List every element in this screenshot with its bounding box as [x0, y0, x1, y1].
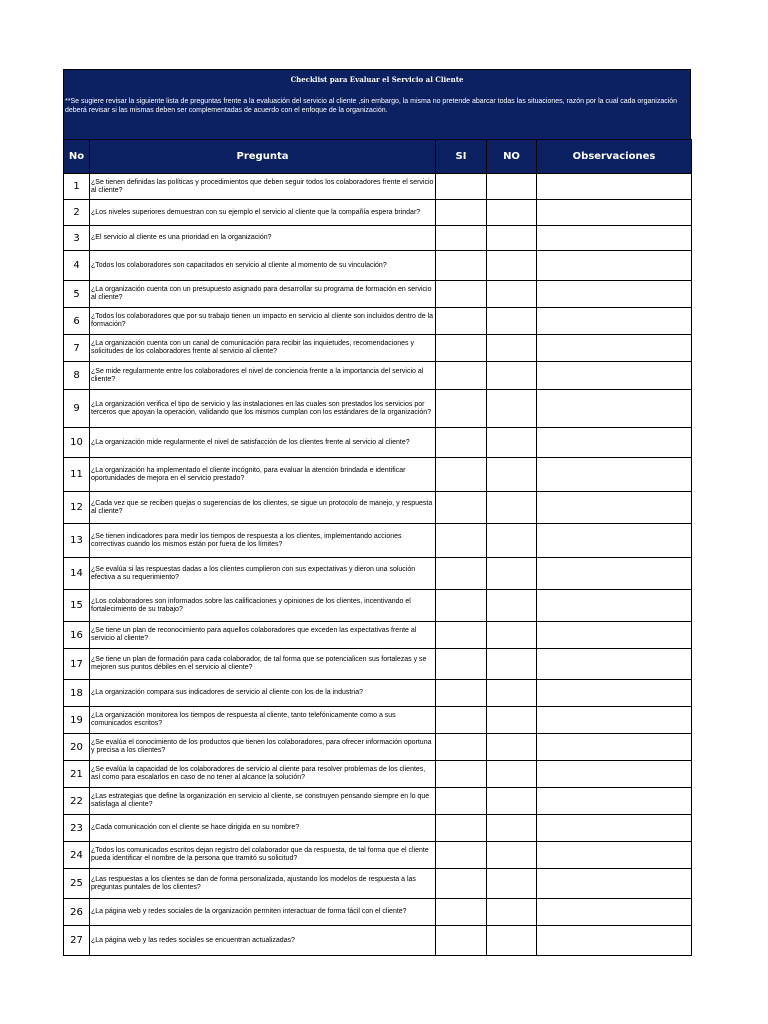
table-row	[64, 362, 692, 390]
header-pregunta: Pregunta	[90, 140, 436, 174]
row-no-cell[interactable]	[487, 428, 537, 458]
row-question: ¿La página web y las redes sociales se encuentran actualizadas?	[90, 926, 436, 956]
table-row	[64, 200, 692, 226]
row-no-cell[interactable]	[487, 524, 537, 558]
row-number: 23	[64, 815, 90, 842]
row-si-cell[interactable]	[436, 622, 487, 649]
row-question: ¿Las estrategias que define la organización en servicio al cliente, se construyen pensando siempre en lo que satisfaga al cliente?	[90, 788, 436, 815]
row-observaciones-cell[interactable]	[537, 926, 692, 956]
row-no-cell[interactable]	[487, 492, 537, 524]
row-no-cell[interactable]	[487, 174, 537, 200]
row-number: 8	[64, 362, 90, 390]
row-number: 24	[64, 842, 90, 869]
row-no-cell[interactable]	[487, 251, 537, 281]
row-number: 16	[64, 622, 90, 649]
table-row	[64, 761, 692, 788]
row-observaciones-cell[interactable]	[537, 200, 692, 226]
row-question: ¿La organización verifica el tipo de servicio y las instalaciones en las cuales son prestados los servicios por terceros que apoyan la operación, validando que los mismos cumplan con los estándares de la organización?	[90, 390, 436, 428]
row-no-cell[interactable]	[487, 558, 537, 590]
row-observaciones-cell[interactable]	[537, 362, 692, 390]
row-observaciones-cell[interactable]	[537, 281, 692, 308]
row-si-cell[interactable]	[436, 842, 487, 869]
row-si-cell[interactable]	[436, 869, 487, 899]
row-observaciones-cell[interactable]	[537, 335, 692, 362]
row-observaciones-cell[interactable]	[537, 761, 692, 788]
row-number: 13	[64, 524, 90, 558]
table-row	[64, 649, 692, 680]
row-question: ¿Todos los comunicados escritos dejan registro del colaborador que da respuesta, de tal forma que el cliente pueda identificar el nombre de la persona que tramitó su solicitud?	[90, 842, 436, 869]
table-row	[64, 707, 692, 734]
row-no-cell[interactable]	[487, 226, 537, 251]
row-question: ¿El servicio al cliente es una prioridad en la organización?	[90, 226, 436, 251]
table-row	[64, 174, 692, 200]
row-number: 15	[64, 590, 90, 622]
row-question: ¿Se evalúa el conocimiento de los productos que tienen los colaboradores, para ofrecer información oportuna y precisa a los clientes?	[90, 734, 436, 761]
table-header-row	[64, 140, 692, 174]
row-observaciones-cell[interactable]	[537, 308, 692, 335]
row-number: 6	[64, 308, 90, 335]
row-si-cell[interactable]	[436, 251, 487, 281]
row-si-cell[interactable]	[436, 308, 487, 335]
row-si-cell[interactable]	[436, 458, 487, 492]
row-question: ¿Todos los colaboradores que por su trabajo tienen un impacto en servicio al cliente son incluidos dentro de la formación?	[90, 308, 436, 335]
table-row	[64, 590, 692, 622]
row-si-cell[interactable]	[436, 335, 487, 362]
row-question: ¿Se tiene un plan de formación para cada colaborador, de tal forma que se potencialicen sus fortalezas y se mejoren sus puntos débiles en el servicio al cliente?	[90, 649, 436, 680]
row-number: 27	[64, 926, 90, 956]
row-no-cell[interactable]	[487, 815, 537, 842]
row-question: ¿Se evalúa la capacidad de los colaboradores de servicio al cliente para resolver problemas de los clientes, así como para escalarlos en caso de no tener al alcance la solución?	[90, 761, 436, 788]
row-no-cell[interactable]	[487, 335, 537, 362]
row-no-cell[interactable]	[487, 590, 537, 622]
row-si-cell[interactable]	[436, 761, 487, 788]
row-number: 4	[64, 251, 90, 281]
row-no-cell[interactable]	[487, 707, 537, 734]
row-si-cell[interactable]	[436, 390, 487, 428]
row-number: 1	[64, 174, 90, 200]
row-si-cell[interactable]	[436, 815, 487, 842]
row-number: 21	[64, 761, 90, 788]
row-observaciones-cell[interactable]	[537, 842, 692, 869]
row-number: 19	[64, 707, 90, 734]
table-row	[64, 734, 692, 761]
row-question: ¿Todos los colaboradores son capacitados en servicio al cliente al momento de su vinculación?	[90, 251, 436, 281]
row-si-cell[interactable]	[436, 558, 487, 590]
row-observaciones-cell[interactable]	[537, 815, 692, 842]
row-number: 9	[64, 390, 90, 428]
table-row	[64, 524, 692, 558]
row-observaciones-cell[interactable]	[537, 899, 692, 926]
row-observaciones-cell[interactable]	[537, 251, 692, 281]
table-row	[64, 842, 692, 869]
row-question: ¿La página web y redes sociales de la organización permiten interactuar de forma fácil con el cliente?	[90, 899, 436, 926]
table-row	[64, 428, 692, 458]
row-si-cell[interactable]	[436, 734, 487, 761]
row-observaciones-cell[interactable]	[537, 590, 692, 622]
sheet-title: Checklist para Evaluar el Servicio al Cliente	[63, 69, 691, 90]
row-observaciones-cell[interactable]	[537, 458, 692, 492]
row-question: ¿La organización mide regularmente el nivel de satisfacción de los clientes frente al servicio al cliente?	[90, 428, 436, 458]
table-row	[64, 622, 692, 649]
row-si-cell[interactable]	[436, 788, 487, 815]
row-no-cell[interactable]	[487, 308, 537, 335]
header-observaciones: Observaciones	[537, 140, 692, 174]
table-row	[64, 899, 692, 926]
row-question: ¿La organización monitorea los tiempos de respuesta al cliente, tanto telefónicamente como a sus comunicados escritos?	[90, 707, 436, 734]
table-row	[64, 558, 692, 590]
table-row	[64, 869, 692, 899]
row-no-cell[interactable]	[487, 761, 537, 788]
row-si-cell[interactable]	[436, 362, 487, 390]
row-no-cell[interactable]	[487, 788, 537, 815]
row-si-cell[interactable]	[436, 649, 487, 680]
row-observaciones-cell[interactable]	[537, 174, 692, 200]
row-question: ¿La organización cuenta con un canal de comunicación para recibir las inquietudes, recomendaciones y solicitudes de los colaboradores frente al servicio al cliente?	[90, 335, 436, 362]
row-number: 7	[64, 335, 90, 362]
row-si-cell[interactable]	[436, 428, 487, 458]
row-observaciones-cell[interactable]	[537, 707, 692, 734]
table-row	[64, 926, 692, 956]
row-observaciones-cell[interactable]	[537, 649, 692, 680]
row-no-cell[interactable]	[487, 200, 537, 226]
header-no-answer: NO	[487, 140, 537, 174]
row-si-cell[interactable]	[436, 926, 487, 956]
row-observaciones-cell[interactable]	[537, 390, 692, 428]
row-si-cell[interactable]	[436, 281, 487, 308]
table-row	[64, 335, 692, 362]
row-number: 25	[64, 869, 90, 899]
row-observaciones-cell[interactable]	[537, 869, 692, 899]
row-si-cell[interactable]	[436, 226, 487, 251]
row-question: ¿La organización ha implementado el cliente incógnito, para evaluar la atención brindada e identificar oportunidades de mejora en el servicio prestado?	[90, 458, 436, 492]
table-row	[64, 492, 692, 524]
row-question: ¿La organización compara sus indicadores de servicio al cliente con los de la industria?	[90, 680, 436, 707]
row-question: ¿Las respuestas a los clientes se dan de forma personalizada, ajustando los modelos de respuesta a las preguntas puntales de los clientes?	[90, 869, 436, 899]
table-row	[64, 281, 692, 308]
row-no-cell[interactable]	[487, 869, 537, 899]
table-row	[64, 815, 692, 842]
row-observaciones-cell[interactable]	[537, 734, 692, 761]
checklist-sheet	[63, 69, 691, 956]
row-si-cell[interactable]	[436, 590, 487, 622]
row-no-cell[interactable]	[487, 649, 537, 680]
row-question: ¿Los niveles superiores demuestran con su ejemplo el servicio al cliente que la compañía espera brindar?	[90, 200, 436, 226]
sheet-note: **Se sugiere revisar la siguiente lista de preguntas frente a la evaluación del servicio al cliente ,sin embargo, la misma no pretende abarcar todas las situaciones, razón por la cual cada organización deberá revisar si las mismas deben ser complementadas de acuerdo con el enfoque de la organización.	[63, 90, 691, 139]
row-question: ¿Cada vez que se reciben quejas o sugerencias de los clientes, se sigue un protocolo de manejo, y respuesta al cliente?	[90, 492, 436, 524]
table-row	[64, 458, 692, 492]
row-observaciones-cell[interactable]	[537, 524, 692, 558]
row-number: 17	[64, 649, 90, 680]
row-no-cell[interactable]	[487, 926, 537, 956]
row-observaciones-cell[interactable]	[537, 680, 692, 707]
table-row	[64, 788, 692, 815]
row-no-cell[interactable]	[487, 734, 537, 761]
row-number: 2	[64, 200, 90, 226]
row-no-cell[interactable]	[487, 680, 537, 707]
row-number: 26	[64, 899, 90, 926]
row-no-cell[interactable]	[487, 390, 537, 428]
row-si-cell[interactable]	[436, 707, 487, 734]
row-no-cell[interactable]	[487, 458, 537, 492]
row-no-cell[interactable]	[487, 622, 537, 649]
row-number: 14	[64, 558, 90, 590]
table-row	[64, 680, 692, 707]
row-si-cell[interactable]	[436, 680, 487, 707]
row-number: 18	[64, 680, 90, 707]
row-question: ¿Se mide regularmente entre los colaboradores el nivel de conciencia frente a la importancia del servicio al cliente?	[90, 362, 436, 390]
row-question: ¿Se evalúa si las respuestas dadas a los clientes cumplieron con sus expectativas y dieron una solución efectiva a su requerimiento?	[90, 558, 436, 590]
row-question: ¿La organización cuenta con un presupuesto asignado para desarrollar su programa de formación en servicio al cliente?	[90, 281, 436, 308]
row-no-cell[interactable]	[487, 842, 537, 869]
header-no: No	[64, 140, 90, 174]
row-question: ¿Los colaboradores son informados sobre las calificaciones y opiniones de los clientes, incentivando el fortalecimiento de su trabajo?	[90, 590, 436, 622]
row-question: ¿Se tiene un plan de reconocimiento para aquellos colaboradores que exceden las expectativas frente al servicio al cliente?	[90, 622, 436, 649]
row-si-cell[interactable]	[436, 899, 487, 926]
table-row	[64, 226, 692, 251]
row-number: 20	[64, 734, 90, 761]
row-observaciones-cell[interactable]	[537, 788, 692, 815]
row-si-cell[interactable]	[436, 492, 487, 524]
row-observaciones-cell[interactable]	[537, 558, 692, 590]
table-row	[64, 251, 692, 281]
row-number: 5	[64, 281, 90, 308]
row-no-cell[interactable]	[487, 281, 537, 308]
table-row	[64, 390, 692, 428]
row-question: ¿Se tienen definidas las políticas y procedimientos que deben seguir todos los colaboradores frente el servicio al cliente?	[90, 174, 436, 200]
row-number: 12	[64, 492, 90, 524]
table-row	[64, 308, 692, 335]
row-observaciones-cell[interactable]	[537, 226, 692, 251]
row-question: ¿Cada comunicación con el cliente se hace dirigida en su nombre?	[90, 815, 436, 842]
row-si-cell[interactable]	[436, 200, 487, 226]
row-observaciones-cell[interactable]	[537, 428, 692, 458]
row-observaciones-cell[interactable]	[537, 492, 692, 524]
row-observaciones-cell[interactable]	[537, 622, 692, 649]
row-number: 22	[64, 788, 90, 815]
row-si-cell[interactable]	[436, 174, 487, 200]
row-no-cell[interactable]	[487, 899, 537, 926]
row-no-cell[interactable]	[487, 362, 537, 390]
row-question: ¿Se tienen indicadores para medir los tiempos de respuesta a los clientes, implementando acciones correctivas cuando los mismos están por fuera de los límites?	[90, 524, 436, 558]
row-si-cell[interactable]	[436, 524, 487, 558]
header-si: SI	[436, 140, 487, 174]
row-number: 10	[64, 428, 90, 458]
checklist-table	[63, 139, 692, 956]
row-number: 3	[64, 226, 90, 251]
row-number: 11	[64, 458, 90, 492]
